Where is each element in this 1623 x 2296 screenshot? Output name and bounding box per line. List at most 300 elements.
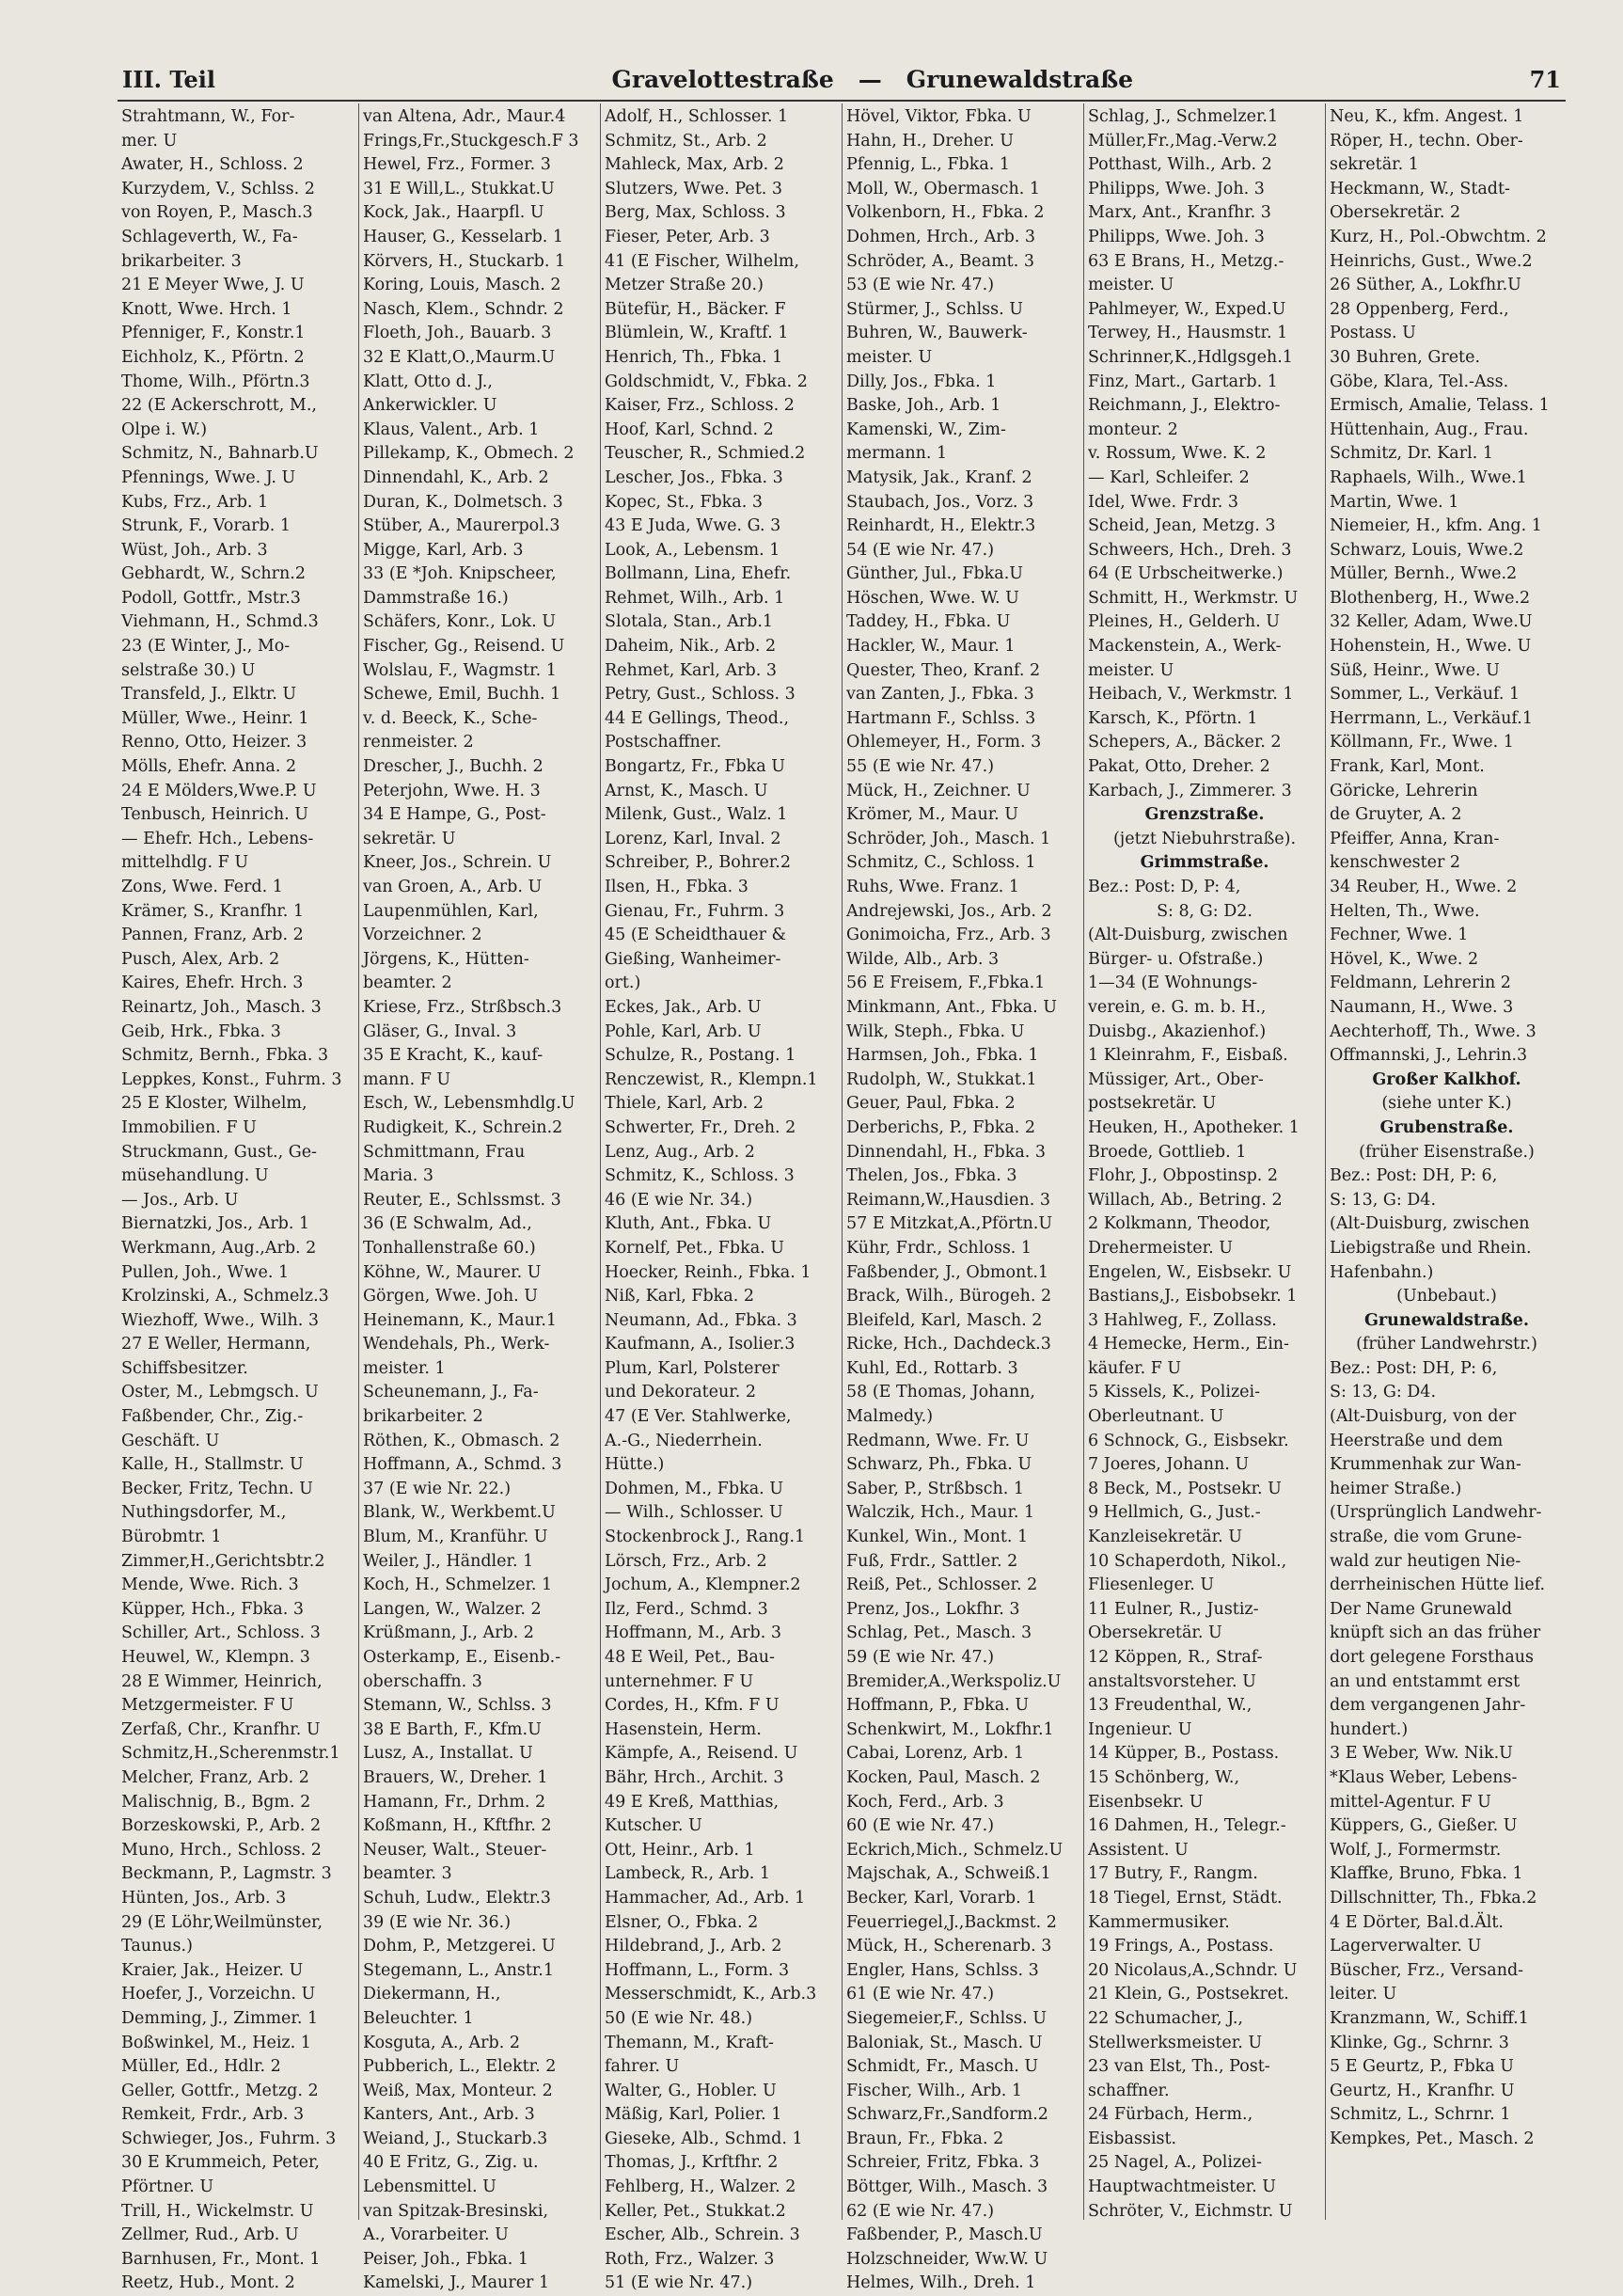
- directory-entry-line: Demming, J., Zimmer. 1: [121, 2008, 319, 2028]
- directory-entry-line: Ankerwickler. U: [363, 396, 497, 416]
- directory-entry-line: Eckrich,Mich., Schmelz.U: [846, 1840, 1064, 1860]
- directory-entry-line: Migge, Karl, Arb. 3: [363, 540, 524, 560]
- directory-entry-line: beamter. 3: [363, 1864, 452, 1884]
- directory-entry-line: Kocken, Paul, Masch. 2: [846, 1767, 1041, 1787]
- directory-entry-line: (Alt-Duisburg, zwischen: [1330, 1214, 1530, 1234]
- directory-entry-line: — Jos., Arb. U: [121, 1190, 239, 1210]
- directory-entry-line: Hoffmann, M., Arb. 3: [605, 1623, 781, 1643]
- directory-entry-line: Mäßig, Karl, Polier. 1: [605, 2105, 782, 2125]
- directory-entry-line: Körvers, H., Stuckarb. 1: [363, 251, 566, 271]
- directory-entry-line: Schmitz, K., Schloss. 3: [605, 1166, 795, 1186]
- directory-entry-line: Süß, Heinr., Wwe. U: [1330, 660, 1500, 680]
- directory-entry-line: Schlag, Pet., Masch. 3: [846, 1623, 1032, 1643]
- directory-entry-line: käufer. F U: [1088, 1358, 1182, 1378]
- directory-entry-line: Geib, Hrk., Fbka. 3: [121, 1021, 281, 1041]
- directory-entry-line: Müller,Fr.,Mag.-Verw.2: [1088, 131, 1278, 150]
- directory-entry-line: Grubenstraße.: [1379, 1117, 1514, 1137]
- directory-entry-line: Kamenski, W., Zim-: [846, 420, 1006, 439]
- directory-entry-line: Taunus.): [121, 1937, 193, 1956]
- directory-entry-line: Gebhardt, W., Schrn.2: [121, 564, 306, 584]
- directory-entry-line: Pleines, H., Gelderh. U: [1088, 612, 1281, 632]
- directory-entry-line: Dillschnitter, Th., Fbka.2: [1330, 1888, 1537, 1908]
- directory-entry-line: Müssiger, Art., Ober-: [1088, 1069, 1264, 1089]
- directory-entry-line: Lagerverwalter. U: [1330, 1937, 1482, 1956]
- directory-entry-line: Schwieger, Jos., Fuhrm. 3: [121, 2129, 337, 2148]
- directory-entry-line: Diekermann, H.,: [363, 1985, 501, 2004]
- directory-entry-line: Kühr, Frdr., Schloss. 1: [846, 1238, 1032, 1258]
- directory-entry-line: Wiezhoff, Wwe., Wilh. 3: [121, 1310, 320, 1330]
- directory-entry-line: Schenkwirt, M., Lokfhr.1: [846, 1719, 1054, 1739]
- directory-entry-line: Schwerter, Fr., Dreh. 2: [605, 1117, 796, 1137]
- directory-entry-line: 40 E Fritz, G., Zig. u.: [363, 2153, 539, 2173]
- directory-entry-line: monteur. 2: [1088, 420, 1178, 439]
- directory-entry-line: Becker, Fritz, Techn. U: [121, 1479, 313, 1498]
- directory-entry-line: renmeister. 2: [363, 733, 474, 752]
- directory-entry-line: Schweers, Hch., Dreh. 3: [1088, 540, 1292, 560]
- directory-entry-line: Eisenbsekr. U: [1088, 1792, 1204, 1812]
- directory-entry-line: 35 E Kracht, K., kauf-: [363, 1046, 544, 1066]
- directory-entry-line: Schulze, R., Postang. 1: [605, 1046, 796, 1066]
- directory-entry-line: (siehe unter K.): [1381, 1094, 1512, 1114]
- directory-entry-line: Pfennig, L., Fbka. 1: [846, 155, 1011, 175]
- directory-entry-line: Vorzeichner. 2: [363, 926, 482, 945]
- directory-entry-line: Hauser, G., Kesselarb. 1: [363, 227, 564, 246]
- directory-entry-line: kenschwester 2: [1330, 853, 1461, 873]
- directory-columns: [118, 103, 1570, 2293]
- directory-entry-line: Frings,Fr.,Stuckgesch.F 3: [363, 131, 579, 150]
- directory-entry-line: Fischer, Gg., Reisend. U: [363, 637, 565, 657]
- directory-entry-line: Hildebrand, J., Arb. 2: [605, 1937, 782, 1956]
- directory-entry-line: Esch, W., Lebensmhdlg.U: [363, 1094, 575, 1114]
- directory-entry-line: 53 (E wie Nr. 47.): [846, 276, 995, 295]
- directory-entry-line: 48 E Weil, Pet., Bau-: [605, 1648, 775, 1667]
- directory-entry-line: Wilk, Steph., Fbka. U: [846, 1021, 1025, 1041]
- directory-entry-line: 23 (E Winter, J., Mo-: [121, 637, 291, 657]
- directory-entry-line: Schwarz, Ph., Fbka. U: [846, 1455, 1032, 1475]
- directory-entry-line: Reichmann, J., Elektro-: [1088, 396, 1281, 416]
- directory-entry-line: Buhren, W., Bauwerk-: [846, 324, 1028, 343]
- directory-entry-line: Pohle, Karl, Arb. U: [605, 1021, 762, 1041]
- directory-entry-line: Röper, H., techn. Ober-: [1330, 131, 1523, 150]
- directory-entry-line: Majschak, A., Schweiß.1: [846, 1864, 1051, 1884]
- directory-entry-line: Zimmer,H.,Gerichtsbtr.2: [121, 1551, 325, 1571]
- directory-entry-line: Slutzers, Wwe. Pet. 3: [605, 179, 783, 198]
- directory-entry-line: Großer Kalkhof.: [1372, 1069, 1521, 1089]
- directory-entry-line: Faßbender, Chr., Zig.-: [121, 1407, 304, 1427]
- directory-entry-line: Karsch, K., Pförtn. 1: [1088, 708, 1258, 728]
- directory-entry-line: Malmedy.): [846, 1407, 934, 1427]
- directory-entry-line: Baloniak, St., Masch. U: [846, 2033, 1043, 2052]
- directory-entry-line: Matysik, Jak., Kranf. 2: [846, 467, 1032, 487]
- directory-entry-line: Kempkes, Pet., Masch. 2: [1330, 2129, 1535, 2148]
- directory-entry-line: Fuß, Frdr., Sattler. 2: [846, 1551, 1018, 1571]
- directory-entry-line: Fischer, Wilh., Arb. 1: [846, 2081, 1023, 2100]
- directory-entry-line: Reiß, Pet., Schlosser. 2: [846, 1576, 1038, 1595]
- directory-entry-line: Walczik, Hch., Maur. 1: [846, 1503, 1035, 1523]
- directory-entry-line: Postass. U: [1330, 324, 1416, 343]
- directory-entry-line: Kammermusiker.: [1088, 1912, 1230, 1932]
- directory-entry-line: Kornelf, Pet., Fbka. U: [605, 1238, 785, 1258]
- directory-entry-line: Kämpfe, A., Reisend. U: [605, 1744, 798, 1764]
- directory-entry-line: Struckmann, Gust., Ge-: [121, 1142, 317, 1162]
- directory-entry-line: 28 Oppenberg, Ferd.,: [1330, 299, 1509, 319]
- directory-entry-line: Metzgermeister. F U: [121, 1696, 294, 1716]
- part-label: III. Teil: [122, 65, 215, 93]
- directory-entry-line: Siegemeier,F., Schlss. U: [846, 2008, 1048, 2028]
- directory-entry-line: Krämer, S., Kranfhr. 1: [121, 901, 305, 921]
- directory-entry-line: hundert.): [1330, 1719, 1409, 1739]
- directory-entry-line: Böttger, Wilh., Masch. 3: [846, 2177, 1048, 2197]
- directory-entry-line: unternehmer. F U: [605, 1671, 754, 1691]
- street-range: [612, 66, 1134, 93]
- directory-entry-line: 43 E Juda, Wwe. G. 3: [605, 516, 781, 536]
- directory-entry-line: Aechterhoff, Th., Wwe. 3: [1330, 1021, 1536, 1041]
- directory-entry-line: Barnhusen, Fr., Mont. 1: [121, 2249, 321, 2269]
- directory-entry-line: 6 Schnock, G., Eisbsekr.: [1088, 1431, 1289, 1450]
- directory-entry-line: Obersekretär. U: [1088, 1623, 1222, 1643]
- directory-entry-line: Beckmann, P., Lagmstr. 3: [121, 1864, 332, 1884]
- directory-entry-line: Escher, Alb., Schrein. 3: [605, 2225, 800, 2245]
- directory-entry-line: Oster, M., Lebmgsch. U: [121, 1383, 319, 1402]
- directory-entry-line: Lenz, Aug., Arb. 2: [605, 1142, 755, 1162]
- directory-entry-line: Schuh, Ludw., Elektr.3: [363, 1888, 551, 1908]
- directory-entry-line: 61 (E wie Nr. 47.): [846, 1985, 995, 2004]
- directory-entry-line: 21 E Meyer Wwe, J. U: [121, 276, 305, 295]
- directory-entry-line: Jörgens, K., Hütten-: [363, 949, 529, 969]
- directory-entry-line: Stüber, A., Maurerpol.3: [363, 516, 560, 536]
- directory-entry-line: Neuser, Walt., Steuer-: [363, 1840, 547, 1860]
- directory-entry-line: Kamelski, J., Maurer 1: [363, 2273, 550, 2293]
- directory-entry-line: Lebensmittel. U: [363, 2177, 496, 2197]
- column-1: [118, 103, 359, 2293]
- directory-entry-line: Kraier, Jak., Heizer. U: [121, 1960, 304, 1980]
- directory-entry-line: Schiffsbesitzer.: [121, 1358, 248, 1378]
- directory-entry-line: meister. U: [846, 347, 933, 367]
- directory-entry-line: dem vergangenen Jahr-: [1330, 1696, 1526, 1716]
- directory-entry-line: (früher Eisenstraße.): [1359, 1142, 1535, 1162]
- directory-entry-line: Melcher, Franz, Arb. 2: [121, 1767, 309, 1787]
- directory-entry-line: Schewe, Emil, Buchh. 1: [363, 685, 561, 705]
- directory-entry-line: 49 E Kreß, Matthias,: [605, 1792, 780, 1812]
- directory-entry-line: Geurtz, H., Kranfhr. U: [1330, 2081, 1515, 2100]
- directory-entry-line: Küpper, Hch., Fbka. 3: [121, 1599, 304, 1619]
- directory-entry-line: Pubberich, L., Elektr. 2: [363, 2057, 557, 2077]
- directory-entry-line: Heinemann, K., Maur.1: [363, 1310, 558, 1330]
- directory-entry-line: Helten, Th., Wwe.: [1330, 901, 1480, 921]
- directory-entry-line: straße, die vom Grune-: [1330, 1528, 1522, 1547]
- directory-entry-line: Finz, Mart., Gartarb. 1: [1088, 372, 1278, 391]
- directory-entry-line: 15 Schönberg, W.,: [1088, 1767, 1240, 1787]
- directory-entry-line: Awater, H., Schloss. 2: [121, 155, 304, 175]
- directory-entry-line: Bollmann, Lina, Ehefr.: [605, 564, 792, 584]
- directory-entry-line: Bremider,A.,Werkspoliz.U: [846, 1671, 1062, 1691]
- directory-entry-line: Petry, Gust., Schloss. 3: [605, 685, 796, 705]
- directory-entry-line: S: 8, G: D2.: [1157, 901, 1253, 921]
- directory-entry-line: Kock, Jak., Haarpfl. U: [363, 203, 544, 223]
- directory-entry-line: Schäfers, Konr., Lok. U: [363, 612, 556, 632]
- directory-entry-line: A., Vorarbeiter. U: [363, 2225, 509, 2245]
- directory-entry-line: Metzer Straße 20.): [605, 276, 764, 295]
- directory-entry-line: Pakat, Otto, Dreher. 2: [1088, 757, 1270, 777]
- directory-entry-line: Moll, W., Obermasch. 1: [846, 179, 1041, 198]
- page-number: 71: [1529, 65, 1561, 93]
- directory-entry-line: Faßbender, P., Masch.U: [846, 2225, 1043, 2245]
- directory-entry-line: Hövel, Viktor, Fbka. U: [846, 107, 1032, 126]
- directory-entry-line: Günther, Jul., Fbka.U: [846, 564, 1024, 584]
- directory-entry-line: Müller, Bernh., Wwe.2: [1330, 564, 1518, 584]
- directory-entry-line: Peiser, Joh., Fbka. 1: [363, 2249, 528, 2269]
- directory-entry-line: Redmann, Wwe. Fr. U: [846, 1431, 1030, 1450]
- directory-entry-line: Dohmen, Hrch., Arb. 3: [846, 227, 1036, 246]
- directory-entry-line: 33 (E *Joh. Knipscheer,: [363, 564, 557, 584]
- directory-entry-line: Andrejewski, Jos., Arb. 2: [846, 901, 1052, 921]
- directory-entry-line: Scheid, Jean, Metzg. 3: [1088, 516, 1276, 536]
- directory-entry-line: 25 Nagel, A., Polizei-: [1088, 2153, 1263, 2173]
- directory-entry-line: Bürobmtr. 1: [121, 1528, 222, 1547]
- directory-entry-line: Leppkes, Konst., Fuhrm. 3: [121, 1069, 342, 1089]
- directory-entry-line: Gieseke, Alb., Schmd. 1: [605, 2129, 803, 2148]
- directory-entry-line: Drehermeister. U: [1088, 1238, 1233, 1258]
- directory-entry-line: Tonhallenstraße 60.): [363, 1238, 536, 1258]
- directory-entry-line: Ott, Heinr., Arb. 1: [605, 1840, 755, 1860]
- directory-entry-line: 55 (E wie Nr. 47.): [846, 757, 995, 777]
- directory-entry-line: Stellwerksmeister. U: [1088, 2033, 1263, 2052]
- directory-entry-line: Weiß, Max, Monteur. 2: [363, 2081, 553, 2100]
- directory-entry-line: Klaus, Valent., Arb. 1: [363, 420, 540, 439]
- directory-entry-line: Hoffmann, L., Form. 3: [605, 1960, 790, 1980]
- directory-entry-line: 44 E Gellings, Theod.,: [605, 708, 790, 728]
- directory-entry-line: Müller, Ed., Hdlr. 2: [121, 2057, 281, 2077]
- directory-entry-line: Martin, Wwe. 1: [1330, 492, 1459, 512]
- directory-entry-line: Plum, Karl, Polsterer: [605, 1358, 780, 1378]
- directory-entry-line: 54 (E wie Nr. 47.): [846, 540, 995, 560]
- directory-entry-line: Kranzmann, W., Schiff.1: [1330, 2008, 1529, 2028]
- column-3: [601, 103, 843, 2293]
- directory-entry-line: Kalle, H., Stallmstr. U: [121, 1455, 304, 1475]
- directory-entry-line: Philipps, Wwe. Joh. 3: [1088, 227, 1265, 246]
- directory-entry-line: Dilly, Jos., Fbka. 1: [846, 372, 997, 391]
- directory-entry-line: Schmitz, N., Bahnarb.U: [121, 444, 319, 464]
- directory-entry-line: Reetz, Hub., Mont. 2: [121, 2273, 295, 2293]
- directory-entry-line: Daheim, Nik., Arb. 2: [605, 637, 777, 657]
- directory-entry-line: Koch, Ferd., Arb. 3: [846, 1792, 1004, 1812]
- directory-entry-line: Ermisch, Amalie, Telass. 1: [1330, 396, 1550, 416]
- directory-entry-line: Philipps, Wwe. Joh. 3: [1088, 179, 1265, 198]
- directory-entry-line: Reimann,W.,Hausdien. 3: [846, 1190, 1050, 1210]
- directory-entry-line: Schmitz,H.,Scherenmstr.1: [121, 1744, 340, 1764]
- directory-entry-line: Mackenstein, A., Werk-: [1088, 637, 1282, 657]
- directory-entry-line: Wendehals, Ph., Werk-: [363, 1335, 550, 1354]
- directory-entry-line: Schröder, A., Beamt. 3: [846, 251, 1034, 271]
- directory-entry-line: verein, e. G. m. b. H.,: [1088, 997, 1267, 1017]
- directory-entry-line: A.-G., Niederrhein.: [605, 1431, 763, 1450]
- directory-entry-line: 11 Eulner, R., Justiz-: [1088, 1599, 1259, 1619]
- directory-entry-line: Hüttenhain, Aug., Frau.: [1330, 420, 1529, 439]
- directory-entry-line: 63 E Brans, H., Metzg.-: [1088, 251, 1284, 271]
- directory-entry-line: Maria. 3: [363, 1166, 434, 1186]
- directory-entry-line: Jochum, A., Klempner.2: [605, 1576, 801, 1595]
- directory-entry-line: Kurzydem, V., Schlss. 2: [121, 179, 315, 198]
- directory-entry-line: Nuthingsdorfer, M.,: [121, 1503, 287, 1523]
- directory-entry-line: Kurz, H., Pol.-Obwchtm. 2: [1330, 227, 1547, 246]
- directory-entry-line: Köllmann, Fr., Wwe. 1: [1330, 733, 1514, 752]
- directory-entry-line: 24 E Mölders,Wwe.P. U: [121, 781, 317, 800]
- directory-entry-line: Kopec, St., Fbka. 3: [605, 492, 763, 512]
- directory-entry-line: Bleifeld, Karl, Masch. 2: [846, 1310, 1043, 1330]
- directory-entry-line: mer. U: [121, 131, 178, 150]
- directory-entry-line: Minkmann, Ant., Fbka. U: [846, 997, 1057, 1017]
- directory-entry-line: Thomas, J., Krftfhr. 2: [605, 2153, 779, 2173]
- directory-entry-line: Blothenberg, H., Wwe.2: [1330, 588, 1531, 608]
- directory-entry-line: Prenz, Jos., Lokfhr. 3: [846, 1599, 1020, 1619]
- directory-entry-line: 5 E Geurtz, P., Fbka U: [1330, 2057, 1514, 2077]
- directory-entry-line: Ilsen, H., Fbka. 3: [605, 878, 748, 896]
- directory-entry-line: 57 E Mitzkat,A.,Pförtn.U: [846, 1214, 1053, 1234]
- directory-entry-line: *Klaus Weber, Lebens-: [1330, 1767, 1518, 1787]
- directory-entry-line: Grimmstraße.: [1140, 853, 1269, 873]
- directory-entry-line: 7 Joeres, Johann. U: [1088, 1455, 1250, 1475]
- directory-entry-line: Schmitz, C., Schloss. 1: [846, 853, 1036, 873]
- directory-entry-line: van Groen, A., Arb. U: [363, 878, 543, 896]
- directory-entry-line: 4 Hemecke, Herm., Ein-: [1088, 1335, 1289, 1354]
- directory-entry-line: Hasenstein, Herm.: [605, 1719, 762, 1739]
- directory-entry-line: Broede, Gottlieb. 1: [1088, 1142, 1247, 1162]
- directory-entry-line: Rehmet, Karl, Arb. 3: [605, 660, 777, 680]
- directory-entry-line: Frank, Karl, Mont.: [1330, 757, 1485, 777]
- directory-entry-line: Volkenborn, H., Fbka. 2: [846, 203, 1045, 223]
- directory-entry-line: 12 Köppen, R., Straf-: [1088, 1648, 1263, 1667]
- directory-entry-line: (jetzt Niebuhrstraße).: [1112, 829, 1297, 848]
- directory-entry-line: Saber, P., Strßbsch. 1: [846, 1479, 1025, 1498]
- directory-entry-line: Hütte.): [605, 1455, 665, 1475]
- directory-entry-line: beamter. 2: [363, 974, 452, 993]
- directory-entry-line: Geschäft. U: [121, 1431, 220, 1450]
- directory-entry-line: — Wilh., Schlosser. U: [605, 1503, 783, 1523]
- directory-entry-line: Thiele, Karl, Arb. 2: [605, 1094, 764, 1114]
- directory-entry-line: selstraße 30.) U: [121, 660, 256, 680]
- directory-entry-line: Müller, Wwe., Heinr. 1: [121, 708, 309, 728]
- column-4: [843, 103, 1084, 2293]
- directory-entry-line: 9 Hellmich, G., Just.-: [1088, 1503, 1261, 1523]
- directory-entry-line: 47 (E Ver. Stahlwerke,: [605, 1407, 792, 1427]
- directory-entry-line: Milenk, Gust., Walz. 1: [605, 805, 788, 825]
- directory-entry-line: 30 E Krummeich, Peter,: [121, 2153, 320, 2173]
- directory-entry-line: Neu, K., kfm. Angest. 1: [1330, 107, 1524, 126]
- directory-entry-line: Kriese, Frz., Strßbsch.3: [363, 997, 562, 1017]
- directory-entry-line: Dammstraße 16.): [363, 588, 509, 608]
- directory-entry-line: Transfeld, J., Elktr. U: [121, 685, 297, 705]
- directory-entry-line: 4 E Dörter, Bal.d.Ält.: [1330, 1912, 1504, 1932]
- directory-entry-line: Thome, Wilh., Pförtn.3: [121, 372, 310, 391]
- directory-entry-line: Werkmann, Aug.,Arb. 2: [121, 1238, 317, 1258]
- directory-entry-line: 45 (E Scheidthauer &: [605, 926, 787, 945]
- directory-entry-line: Geuer, Paul, Fbka. 2: [846, 1094, 1016, 1114]
- directory-entry-line: Harmsen, Joh., Fbka. 1: [846, 1046, 1039, 1066]
- directory-entry-line: Muno, Hrch., Schloss. 2: [121, 1840, 322, 1860]
- directory-entry-line: Boßwinkel, M., Heiz. 1: [121, 2033, 311, 2052]
- directory-entry-line: Keller, Pet., Stukkat.2: [605, 2201, 786, 2221]
- directory-entry-line: Niemeier, H., kfm. Ang. 1: [1330, 516, 1542, 536]
- directory-entry-line: dort gelegene Forsthaus: [1330, 1648, 1535, 1667]
- directory-entry-line: van Zanten, J., Fbka. 3: [846, 685, 1034, 705]
- directory-entry-line: Quester, Theo, Kranf. 2: [846, 660, 1041, 680]
- directory-entry-line: Büscher, Frz., Versand-: [1330, 1960, 1524, 1980]
- directory-entry-line: Braun, Fr., Fbka. 2: [846, 2129, 1004, 2148]
- directory-entry-line: Malischnig, B., Bgm. 2: [121, 1792, 311, 1812]
- directory-entry-line: Pahlmeyer, W., Exped.U: [1088, 299, 1286, 319]
- directory-entry-line: Dohm, P., Metzgerei. U: [363, 1937, 556, 1956]
- directory-entry-line: Hackler, W., Maur. 1: [846, 637, 1016, 657]
- directory-entry-line: Rudigkeit, K., Schrein.2: [363, 1117, 563, 1137]
- directory-entry-line: 32 Keller, Adam, Wwe.U: [1330, 612, 1533, 632]
- directory-entry-line: Eckes, Jak., Arb. U: [605, 997, 762, 1017]
- directory-entry-line: Schiller, Art., Schloss. 3: [121, 1623, 321, 1643]
- directory-entry-line: Holzschneider, Ww.W. U: [846, 2249, 1048, 2269]
- directory-entry-line: (Ursprünglich Landwehr-: [1330, 1503, 1542, 1523]
- directory-entry-line: Bütefür, H., Bäcker. F: [605, 299, 786, 319]
- directory-entry-line: Cabai, Lorenz, Arb. 1: [846, 1744, 1025, 1764]
- directory-entry-line: und Dekorateur. 2: [605, 1383, 756, 1402]
- directory-entry-line: Göbe, Klara, Tel.-Ass.: [1330, 372, 1509, 391]
- directory-entry-line: Klinke, Gg., Schrnr. 3: [1330, 2033, 1509, 2052]
- directory-entry-line: Herrmann, L., Verkäuf.1: [1330, 708, 1533, 728]
- directory-entry-line: 41 (E Fischer, Wilhelm,: [605, 251, 799, 271]
- directory-entry-line: 34 Reuber, H., Wwe. 2: [1330, 878, 1518, 896]
- directory-entry-line: Pfeiffer, Anna, Kran-: [1330, 829, 1500, 848]
- directory-entry-line: Gießing, Wanheimer-: [605, 949, 781, 969]
- directory-entry-line: de Gruyter, A. 2: [1330, 805, 1462, 825]
- directory-entry-line: Bähr, Hrch., Archit. 3: [605, 1767, 784, 1787]
- directory-entry-line: Schepers, A., Bäcker. 2: [1088, 733, 1282, 752]
- directory-entry-line: Zellmer, Rud., Arb. U: [121, 2225, 299, 2245]
- directory-entry-line: Derberichs, P., Fbka. 2: [846, 1117, 1036, 1137]
- directory-entry-line: Krummenhak zur Wan-: [1330, 1455, 1521, 1475]
- directory-entry-line: Pusch, Alex, Arb. 2: [121, 949, 280, 969]
- directory-entry-line: 56 E Freisem, F.,Fbka.1: [846, 974, 1046, 993]
- directory-entry-line: Bez.: Post: D, P: 4,: [1088, 878, 1241, 896]
- range-start: Gravelottestraße: [611, 65, 834, 93]
- directory-entry-line: Lusz, A., Installat. U: [363, 1744, 533, 1764]
- directory-entry-line: Reinartz, Joh., Masch. 3: [121, 997, 322, 1017]
- directory-entry-line: Röthen, K., Obmasch. 2: [363, 1431, 560, 1450]
- directory-entry-line: Küppers, G., Gießer. U: [1330, 1816, 1518, 1836]
- directory-entry-line: Heuken, H., Apotheker. 1: [1088, 1117, 1300, 1137]
- directory-entry-line: ort.): [605, 974, 641, 993]
- directory-entry-line: Knott, Wwe. Hrch. 1: [121, 299, 292, 319]
- directory-entry-line: Koßmann, H., Kftfhr. 2: [363, 1816, 552, 1836]
- directory-entry-line: 20 Nicolaus,A.,Schndr. U: [1088, 1960, 1298, 1980]
- directory-entry-line: (früher Landwehrstr.): [1356, 1335, 1537, 1354]
- directory-entry-line: Blümlein, W., Kraftf. 1: [605, 324, 789, 343]
- directory-entry-line: wald zur heutigen Nie-: [1330, 1551, 1521, 1571]
- directory-entry-line: Blank, W., Werkbemt.U: [363, 1503, 556, 1523]
- directory-entry-line: Mück, H., Scherenarb. 3: [846, 1937, 1052, 1956]
- directory-entry-line: Biernatzki, Jos., Arb. 1: [121, 1214, 310, 1234]
- directory-entry-line: 23 van Elst, Th., Post-: [1088, 2057, 1270, 2077]
- directory-entry-line: 8 Beck, M., Postsekr. U: [1088, 1479, 1282, 1498]
- directory-entry-line: Henrich, Th., Fbka. 1: [605, 347, 783, 367]
- directory-entry-line: Oberleutnant. U: [1088, 1407, 1224, 1427]
- directory-entry-line: mittel-Agentur. F U: [1330, 1792, 1491, 1812]
- directory-entry-line: 5 Kissels, K., Polizei-: [1088, 1383, 1261, 1402]
- header-rule: [118, 100, 1566, 102]
- directory-entry-line: heimer Straße.): [1330, 1479, 1462, 1498]
- directory-entry-line: 60 (E wie Nr. 47.): [846, 1816, 995, 1836]
- directory-entry-line: Kaufmann, A., Isolier.3: [605, 1335, 796, 1354]
- directory-entry-line: derrheinischen Hütte lief.: [1330, 1576, 1546, 1595]
- directory-entry-line: Höschen, Wwe. W. U: [846, 588, 1019, 608]
- directory-entry-line: Kunkel, Win., Mont. 1: [846, 1528, 1029, 1547]
